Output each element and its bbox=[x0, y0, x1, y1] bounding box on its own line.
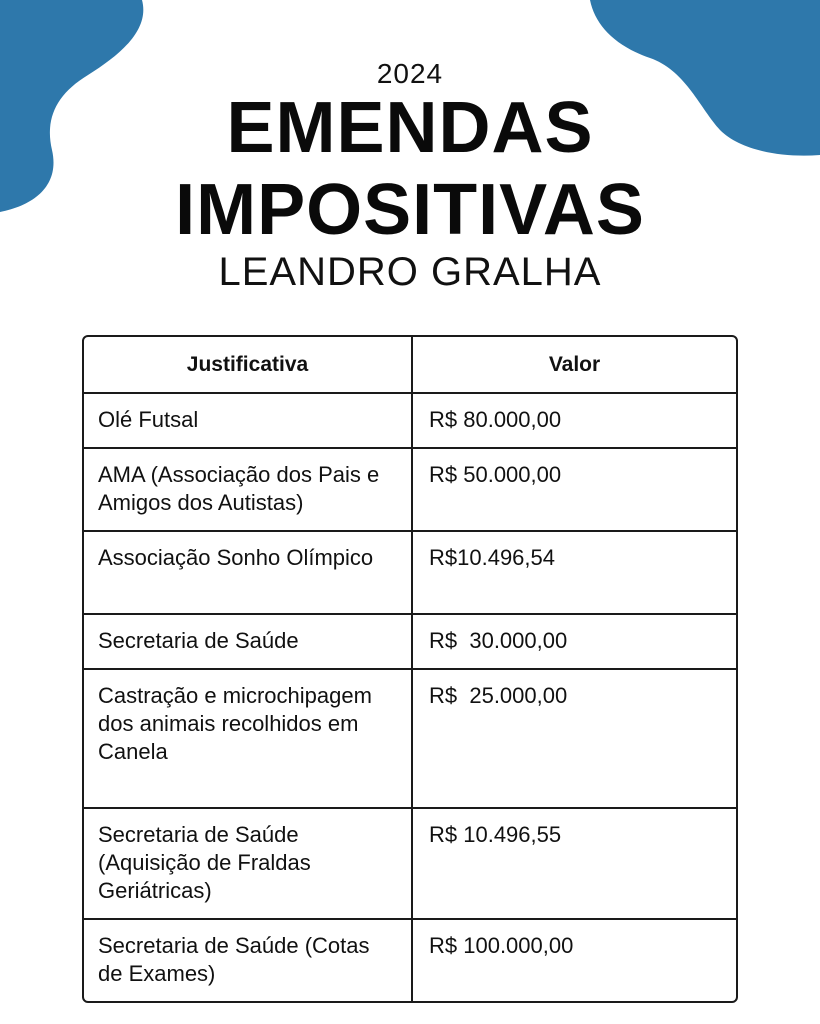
amendments-table bbox=[82, 335, 738, 1003]
justificativa-cell: AMA (Associação dos Pais e Amigos dos Autistas) bbox=[84, 448, 412, 531]
valor-cell: R$ 30.000,00 bbox=[412, 614, 736, 669]
justificativa-cell: Secretaria de Saúde (Cotas de Exames) bbox=[84, 919, 412, 1001]
table-row bbox=[84, 919, 736, 1001]
table-row bbox=[84, 614, 736, 669]
valor-cell: R$ 25.000,00 bbox=[412, 669, 736, 808]
author-name: LEANDRO GRALHA bbox=[218, 250, 602, 294]
title-line-1: EMENDAS bbox=[226, 88, 594, 168]
valor-cell: R$ 100.000,00 bbox=[412, 919, 736, 1001]
column-header-justificativa: Justificativa bbox=[84, 337, 412, 393]
table-header-row bbox=[84, 337, 736, 393]
justificativa-cell: Secretaria de Saúde (Aquisição de Fraldas Geriátricas) bbox=[84, 808, 412, 919]
justificativa-cell: Olé Futsal bbox=[84, 393, 412, 448]
table-row bbox=[84, 393, 736, 448]
year-label: 2024 bbox=[376, 58, 444, 89]
table-row bbox=[84, 531, 736, 614]
justificativa-cell: Castração e microchipagem dos animais recolhidos em Canela bbox=[84, 669, 412, 808]
table-row bbox=[84, 808, 736, 919]
justificativa-cell: Associação Sonho Olímpico bbox=[84, 531, 412, 614]
justificativa-cell: Secretaria de Saúde bbox=[84, 614, 412, 669]
valor-cell: R$ 80.000,00 bbox=[412, 393, 736, 448]
title-line-2: IMPOSITIVAS bbox=[175, 170, 645, 250]
table-row bbox=[84, 448, 736, 531]
valor-cell: R$10.496,54 bbox=[412, 531, 736, 614]
table-row bbox=[84, 669, 736, 808]
valor-cell: R$ 10.496,55 bbox=[412, 808, 736, 919]
valor-cell: R$ 50.000,00 bbox=[412, 448, 736, 531]
column-header-valor: Valor bbox=[412, 337, 736, 393]
